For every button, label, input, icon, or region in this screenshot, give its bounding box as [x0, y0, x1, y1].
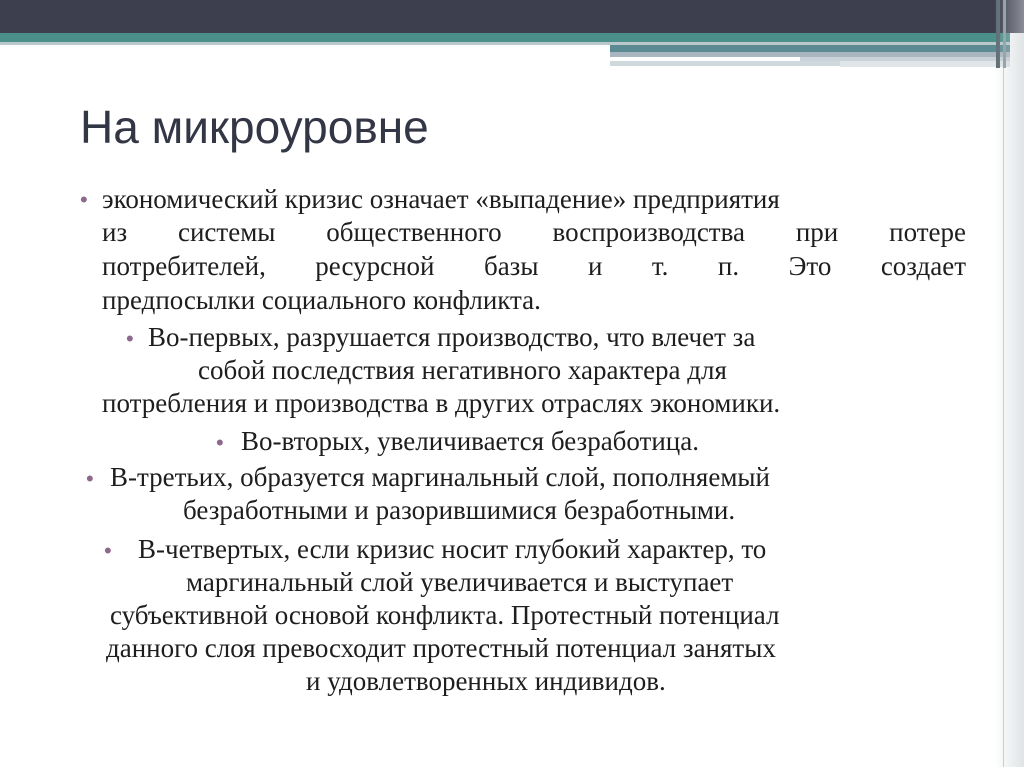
header-band-teal: [0, 33, 1010, 42]
bullet-2-line-2: собой последствия негативного характера для: [198, 355, 727, 385]
bullet-1-line-3: потребителей, ресурсной базы и т. п. Это создает: [102, 251, 966, 281]
bullet-icon: •: [104, 538, 112, 563]
page-edge-shade: [994, 0, 1024, 767]
bullet-4-line-1: В-третьих, образуется маргинальный слой, пополняемый: [110, 462, 771, 492]
bullet-icon: •: [216, 430, 224, 455]
bullet-5-line-1: В-четвертых, если кризис носит глубокий характер, то: [138, 534, 767, 564]
header-band-step: [610, 61, 840, 66]
bullet-5-line-5: и удовлетворенных индивидов.: [306, 666, 666, 696]
slide-title: На микроуровне: [80, 101, 429, 153]
header-band-step: [840, 61, 1010, 67]
bullet-5-line-3: субъективной основой конфликта. Протестный потенциал: [110, 600, 780, 630]
bullet-1-line-4: предпосылки социального конфликта.: [102, 285, 541, 315]
bullet-2-line-1: Во-первых, разрушается производство, что влечет за: [148, 322, 756, 352]
bullet-4-line-2: безработными и разорившимися безработными.: [183, 495, 736, 525]
bullet-5-line-4: данного слоя превосходит протестный потенциал занятых: [106, 633, 776, 663]
page-edge-line: [1003, 68, 1004, 767]
bullet-2-line-3: потребления и производства в других отраслях экономики.: [102, 388, 781, 418]
header-band-dark: [0, 0, 1024, 33]
bullet-icon: •: [86, 466, 94, 491]
bullet-1-line-1: экономический кризис означает «выпадение» предприятия: [102, 184, 780, 214]
bullet-3-line-1: Во-вторых, увеличивается безработица.: [241, 426, 699, 456]
bullet-icon: •: [126, 326, 134, 351]
bullet-5-line-2: маргинальный слой увеличивается и выступает: [186, 567, 734, 597]
header-band-step: [610, 45, 1010, 52]
bullet-1-line-2: из системы общественного воспроизводства при потере: [102, 217, 966, 247]
bullet-icon: •: [80, 187, 88, 212]
